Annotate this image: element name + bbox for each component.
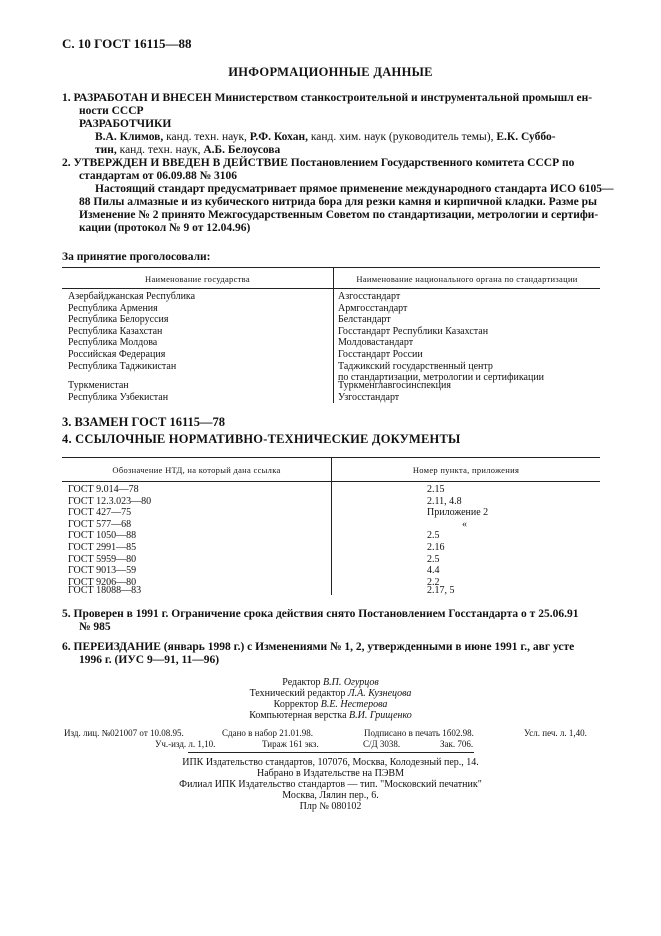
voting-body-cell: Молдовастандарт	[338, 337, 414, 349]
ntd-ref-cell: 2.5	[427, 530, 440, 542]
imprint-edition-sheets: Уч.-изд. л. 1,10.	[155, 739, 216, 749]
imprint-tech-editor	[0, 688, 661, 700]
developer-name: Е.К. Суббо-	[496, 131, 556, 143]
ntd-doc-cell: ГОСТ 577—68	[68, 518, 132, 530]
page-header: С. 10 ГОСТ 16115—88	[62, 36, 192, 51]
ntd-ref-cell: 2.17, 5	[427, 585, 455, 596]
imprint-sheets: Усл. печ. л. 1,40.	[524, 728, 587, 738]
voting-state-cell: Туркменистан	[68, 380, 129, 391]
ntd-ref-cell: Приложение 2	[427, 507, 489, 519]
developer-name: Р.Ф. Кохан,	[249, 131, 308, 143]
section-2-line-1	[62, 157, 574, 171]
section-3-text: ВЗАМЕН ГОСТ 16115—78	[74, 415, 226, 429]
voting-body-cell: Госстандарт Республики Казахстан	[338, 325, 489, 337]
developer-name: тин,	[95, 144, 117, 156]
section-1-line-2: ности СССР	[79, 105, 144, 117]
section-6-number: 6.	[62, 641, 71, 653]
ntd-ref-cell: 4.4	[427, 565, 440, 577]
section-2-para-line-2: 88 Пилы алмазные и из кубического нитрида бора для резки камня и кирпичной кладки. Разме ры	[79, 196, 598, 208]
ntd-doc-cell: ГОСТ 2991—85	[68, 542, 137, 553]
imprint-corrector-label: Корректор	[273, 699, 319, 710]
imprint-editor	[0, 677, 661, 689]
section-2-lead: УТВЕРЖДЕН И ВВЕДЕН В ДЕЙСТВИЕ	[73, 157, 288, 169]
voting-col-state-header: Наименование государства	[145, 274, 250, 284]
ntd-col-doc-header: Обозначение НТД, на который дана ссылка	[112, 465, 281, 475]
developers-label: РАЗРАБОТЧИКИ	[79, 118, 172, 130]
voting-state-cell: Азербайджанская Республика	[68, 291, 196, 302]
voting-table-column-divider	[333, 267, 334, 403]
ntd-ref-cell: 2.5	[427, 553, 440, 565]
developer-title: канд. техн. наук,	[119, 144, 201, 156]
section-5-line-1	[62, 608, 578, 622]
section-1-number: 1.	[62, 92, 71, 104]
section-2-number: 2.	[62, 157, 71, 169]
section-3-number: 3.	[62, 415, 72, 429]
voting-table-header-rule	[62, 288, 600, 289]
voting-state-cell: Республика Белоруссия	[68, 314, 169, 326]
ntd-ref-cell: 2.15	[427, 484, 445, 495]
developer-name: В.А. Климов,	[95, 131, 164, 143]
voting-state-cell: Республика Казахстан	[68, 325, 163, 337]
imprint-plr: Плр № 080102	[299, 801, 362, 812]
imprint-corrector	[0, 699, 661, 711]
ntd-doc-cell: ГОСТ 9013—59	[68, 565, 137, 577]
imprint-address: Москва, Лялин пер., 6.	[282, 790, 379, 801]
section-2-para-line-3: Изменение № 2 принято Межгосударственным Советом по стандартизации, метрологии и сертифи-	[79, 209, 599, 221]
imprint-editor-label: Редактор	[282, 677, 321, 688]
imprint-order-sd: С/Д 3038.	[363, 739, 401, 749]
imprint-editor-name: В.П. Огурцов	[323, 677, 379, 688]
imprint-order: Зак. 706.	[440, 739, 474, 749]
imprint-layout-label: Компьютерная верстка	[249, 710, 347, 721]
section-2-para-line-1: Настоящий стандарт предусматривает прямое применение международного стандарта ИСО 6105—	[95, 183, 614, 195]
ntd-table-column-divider	[331, 457, 332, 595]
voting-state-cell: Республика Армения	[68, 302, 158, 314]
ntd-doc-cell: ГОСТ 18088—83	[68, 585, 142, 596]
voting-state-cell: Республика Молдова	[68, 337, 158, 349]
section-5-number: 5.	[62, 608, 71, 620]
section-5-text: Проверен в 1991 г. Ограничение срока действия снято Постановлением Госстандарта о т 25.06.91	[73, 608, 579, 620]
ntd-ref-cell: 2.2	[427, 576, 440, 588]
developer-name: А.Б. Белоусова	[203, 144, 281, 156]
section-3	[62, 415, 225, 430]
voting-col-body-header: Наименование национального органа по стандартизации	[356, 274, 578, 284]
imprint-sent: Сдано в набор 21.01.98.	[222, 728, 314, 738]
section-1-lead: РАЗРАБОТАН И ВНЕСЕН	[73, 92, 212, 104]
imprint-tech-editor-name: Л.А. Кузнецова	[347, 688, 412, 699]
imprint-typeset: Набрано в Издательстве на ПЭВМ	[257, 768, 404, 779]
developers-line-2	[95, 144, 280, 158]
ntd-doc-cell: ГОСТ 9206—80	[68, 576, 137, 588]
voting-body-cell: Туркменглавгосинспекция	[338, 380, 451, 391]
ntd-ref-cell: 2.11, 4.8	[427, 495, 462, 507]
voting-body-cell: Таджикский государственный центр	[338, 360, 493, 372]
imprint-tech-editor-label: Технический редактор	[249, 688, 346, 699]
voting-body-cell: Азгосстандарт	[338, 291, 401, 302]
voting-body-cell: Госстандарт России	[338, 349, 423, 360]
section-6-line-2: 1996 г. (ИУС 9—91, 11—96)	[79, 654, 220, 666]
section-2-para-line-4: кации (протокол № 9 от 12.04.96)	[79, 222, 251, 234]
section-2-text: Постановлением Государственного комитета СССР по	[290, 157, 575, 169]
ntd-doc-cell: ГОСТ 427—75	[68, 507, 132, 519]
voting-body-cell: Армгосстандарт	[338, 302, 408, 314]
voting-body-cell: Узгосстандарт	[338, 391, 400, 403]
section-4-number: 4.	[62, 432, 72, 446]
imprint-layout	[0, 710, 661, 722]
voting-state-cell: Республика Узбекистан	[68, 391, 169, 403]
imprint-publisher: ИПК Издательство стандартов, 107076, Москва, Колодезный пер., 14.	[182, 757, 479, 768]
voting-body-cell: по стандартизации, метрологии и сертификации	[338, 372, 545, 384]
imprint-run: Тираж 161 экз.	[262, 739, 319, 749]
ntd-doc-cell: ГОСТ 9.014—78	[68, 484, 139, 495]
page-title: ИНФОРМАЦИОННЫЕ ДАННЫЕ	[228, 65, 433, 79]
developer-title: канд. хим. наук (руководитель темы),	[310, 131, 494, 143]
imprint-branch: Филиал ИПК Издательство стандартов — тип. "Московский печатник"	[179, 779, 482, 790]
section-2-line-2: стандартам от 06.09.88 № 3106	[79, 170, 238, 182]
section-5-line-2: № 985	[79, 621, 111, 633]
voting-body-cell: Белстандарт	[338, 314, 391, 326]
section-4-text: ССЫЛОЧНЫЕ НОРМАТИВНО-ТЕХНИЧЕСКИЕ ДОКУМЕНТЫ	[75, 432, 461, 446]
developer-title: канд. техн. наук,	[166, 131, 247, 143]
imprint-license: Изд. лиц. №021007 от 10.08.95.	[64, 728, 184, 738]
voting-state-cell: Российская Федерация	[68, 349, 166, 360]
voting-label: За принятие проголосовали:	[62, 251, 211, 263]
voting-table-top-rule	[62, 267, 600, 268]
voting-state-cell: Республика Таджикистан	[68, 360, 177, 372]
ntd-doc-cell: ГОСТ 1050—88	[68, 530, 137, 542]
imprint-signed: Подписано в печать 1б02.98.	[364, 728, 474, 738]
ntd-doc-cell: ГОСТ 12.3.023—80	[68, 495, 152, 507]
section-4	[62, 432, 461, 447]
ntd-ref-cell: 2.16	[427, 542, 445, 553]
imprint-corrector-name: В.Е. Нестерова	[320, 699, 388, 710]
section-6-line-1	[62, 641, 574, 655]
section-6-text: ПЕРЕИЗДАНИЕ (январь 1998 г.) с Изменениями № 1, 2, утвержденными в июне 1991 г., авг усте	[73, 641, 575, 653]
ntd-ref-cell: «	[462, 518, 467, 530]
imprint-layout-name: В.И. Грищенко	[349, 710, 412, 721]
section-1-line-1	[62, 92, 592, 106]
ntd-doc-cell: ГОСТ 5959—80	[68, 553, 137, 565]
imprint-rule	[188, 752, 474, 753]
developers-line-1	[95, 131, 556, 145]
section-1-text: Министерством станкостроительной и инструментальной промышл ен-	[214, 92, 593, 104]
ntd-col-ref-header: Номер пункта, приложения	[412, 465, 520, 475]
